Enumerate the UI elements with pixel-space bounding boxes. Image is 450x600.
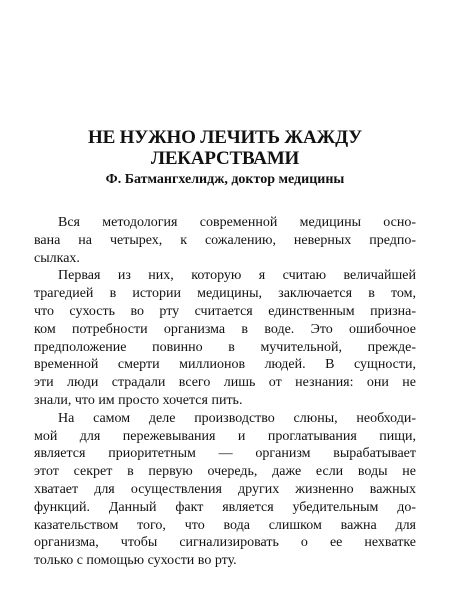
- text-line: временной смерти миллионов людей. В сущности,: [34, 357, 416, 373]
- body-text: [34, 214, 416, 570]
- chapter-author: Ф. Батмангхелидж, доктор медицины: [105, 172, 345, 187]
- text-line: этот секрет в первую очередь, даже если воды не: [34, 464, 416, 480]
- text-line: Первая из них, которую я считаю величайшей: [58, 268, 416, 284]
- text-line: ком потребности организма в воде. Это ошибочное: [34, 321, 416, 337]
- text-line: эти люди страдали всего лишь от незнания: они не: [34, 375, 416, 391]
- paragraph-2: [34, 267, 416, 409]
- text-line: только с помощью сухости во рту.: [34, 553, 237, 569]
- paragraph-3: [34, 410, 416, 570]
- text-line: знали, что им просто хочется пить.: [34, 392, 243, 408]
- text-line: что сухость во рту считается единственным призна-: [34, 303, 416, 319]
- chapter-title-line-2: ЛЕКАРСТВАМИ: [150, 148, 300, 169]
- text-line: трагедией в истории медицины, заключается в том,: [34, 286, 416, 302]
- text-line: На самом деле производство слюны, необходи-: [58, 410, 416, 426]
- text-line: казательством того, что вода слишком важна для: [34, 517, 416, 533]
- text-line: сылках.: [34, 250, 80, 266]
- text-line: организма, чтобы сигнализировать о ее нехватке: [34, 535, 416, 551]
- chapter-title-line-1: НЕ НУЖНО ЛЕЧИТЬ ЖАЖДУ: [88, 127, 362, 148]
- text-line: функций. Данный факт является убедительным до-: [34, 499, 416, 515]
- chapter-heading: [30, 127, 420, 189]
- text-line: вана на четырех, к сожалению, неверных предпо-: [34, 232, 416, 248]
- text-line: хватает для осуществления других жизненно важных: [34, 481, 416, 497]
- text-line: мой для пережевывания и проглатывания пищи,: [34, 428, 416, 444]
- text-line: является приоритетным — организм вырабатывает: [34, 446, 416, 462]
- paragraph-1: [34, 214, 416, 267]
- text-line: предположение повинно в мучительной, прежде-: [34, 339, 416, 355]
- text-line: Вся методология современной медицины осно-: [58, 215, 416, 230]
